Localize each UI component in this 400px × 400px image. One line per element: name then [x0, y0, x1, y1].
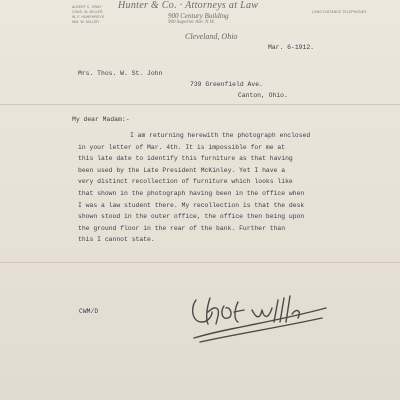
body-line: this I cannot state.	[78, 236, 155, 244]
partner-name: CHAS. W. MILLER	[72, 10, 103, 14]
letterhead-firm: Hunter & Co. · Attorneys at Law	[118, 0, 259, 11]
letter-date: Mar. 6-1912.	[268, 44, 315, 51]
letter-body	[78, 130, 310, 246]
body-line: the ground floor in the rear of the bank. Further than	[78, 224, 286, 232]
partner-name: WM. W. MILLER	[72, 20, 99, 24]
paper-fold	[0, 262, 400, 263]
recipient-city: Canton, Ohio.	[238, 92, 288, 99]
body-line: very distinct recollection of furniture which looks like	[78, 178, 293, 186]
recipient-street: 739 Greenfield Ave.	[190, 81, 263, 88]
handwritten-signature	[186, 288, 336, 353]
body-line: in your letter of Mar. 4th. It is impossible for me at	[78, 143, 286, 151]
letterhead-building: 900 Century Building	[168, 12, 229, 20]
body-line: I am returning herewith the photograph enclosed	[130, 132, 311, 139]
partner-name: ALBERT C. GRAY	[72, 5, 102, 9]
recipient-name: Mrs. Thos. W. St. John	[78, 70, 163, 77]
letterhead-street: 900 Superior Ave. N.W.	[168, 20, 215, 25]
typist-initials: CWM/D	[79, 308, 99, 315]
salutation: My dear Madam:-	[72, 116, 130, 123]
partners-list	[72, 5, 104, 25]
telephone-note: LONG DISTANCE TELEPHONES	[312, 10, 367, 14]
paper-fold	[0, 104, 400, 105]
body-line: this late date to identify this furniture as that having	[78, 155, 293, 163]
body-line: shown stood in the outer office, the office then being upon	[78, 213, 305, 221]
partner-name: W. F. HUMPHREYS	[72, 15, 105, 19]
body-line: that shown in the photograph having been in the office when	[78, 189, 305, 197]
body-line: I was a law student there. My recollection is that the desk	[78, 201, 305, 209]
letterhead-city: Cleveland, Ohio	[185, 32, 238, 41]
body-line: been used by the Late President McKinley. Yet I have a	[78, 166, 286, 174]
